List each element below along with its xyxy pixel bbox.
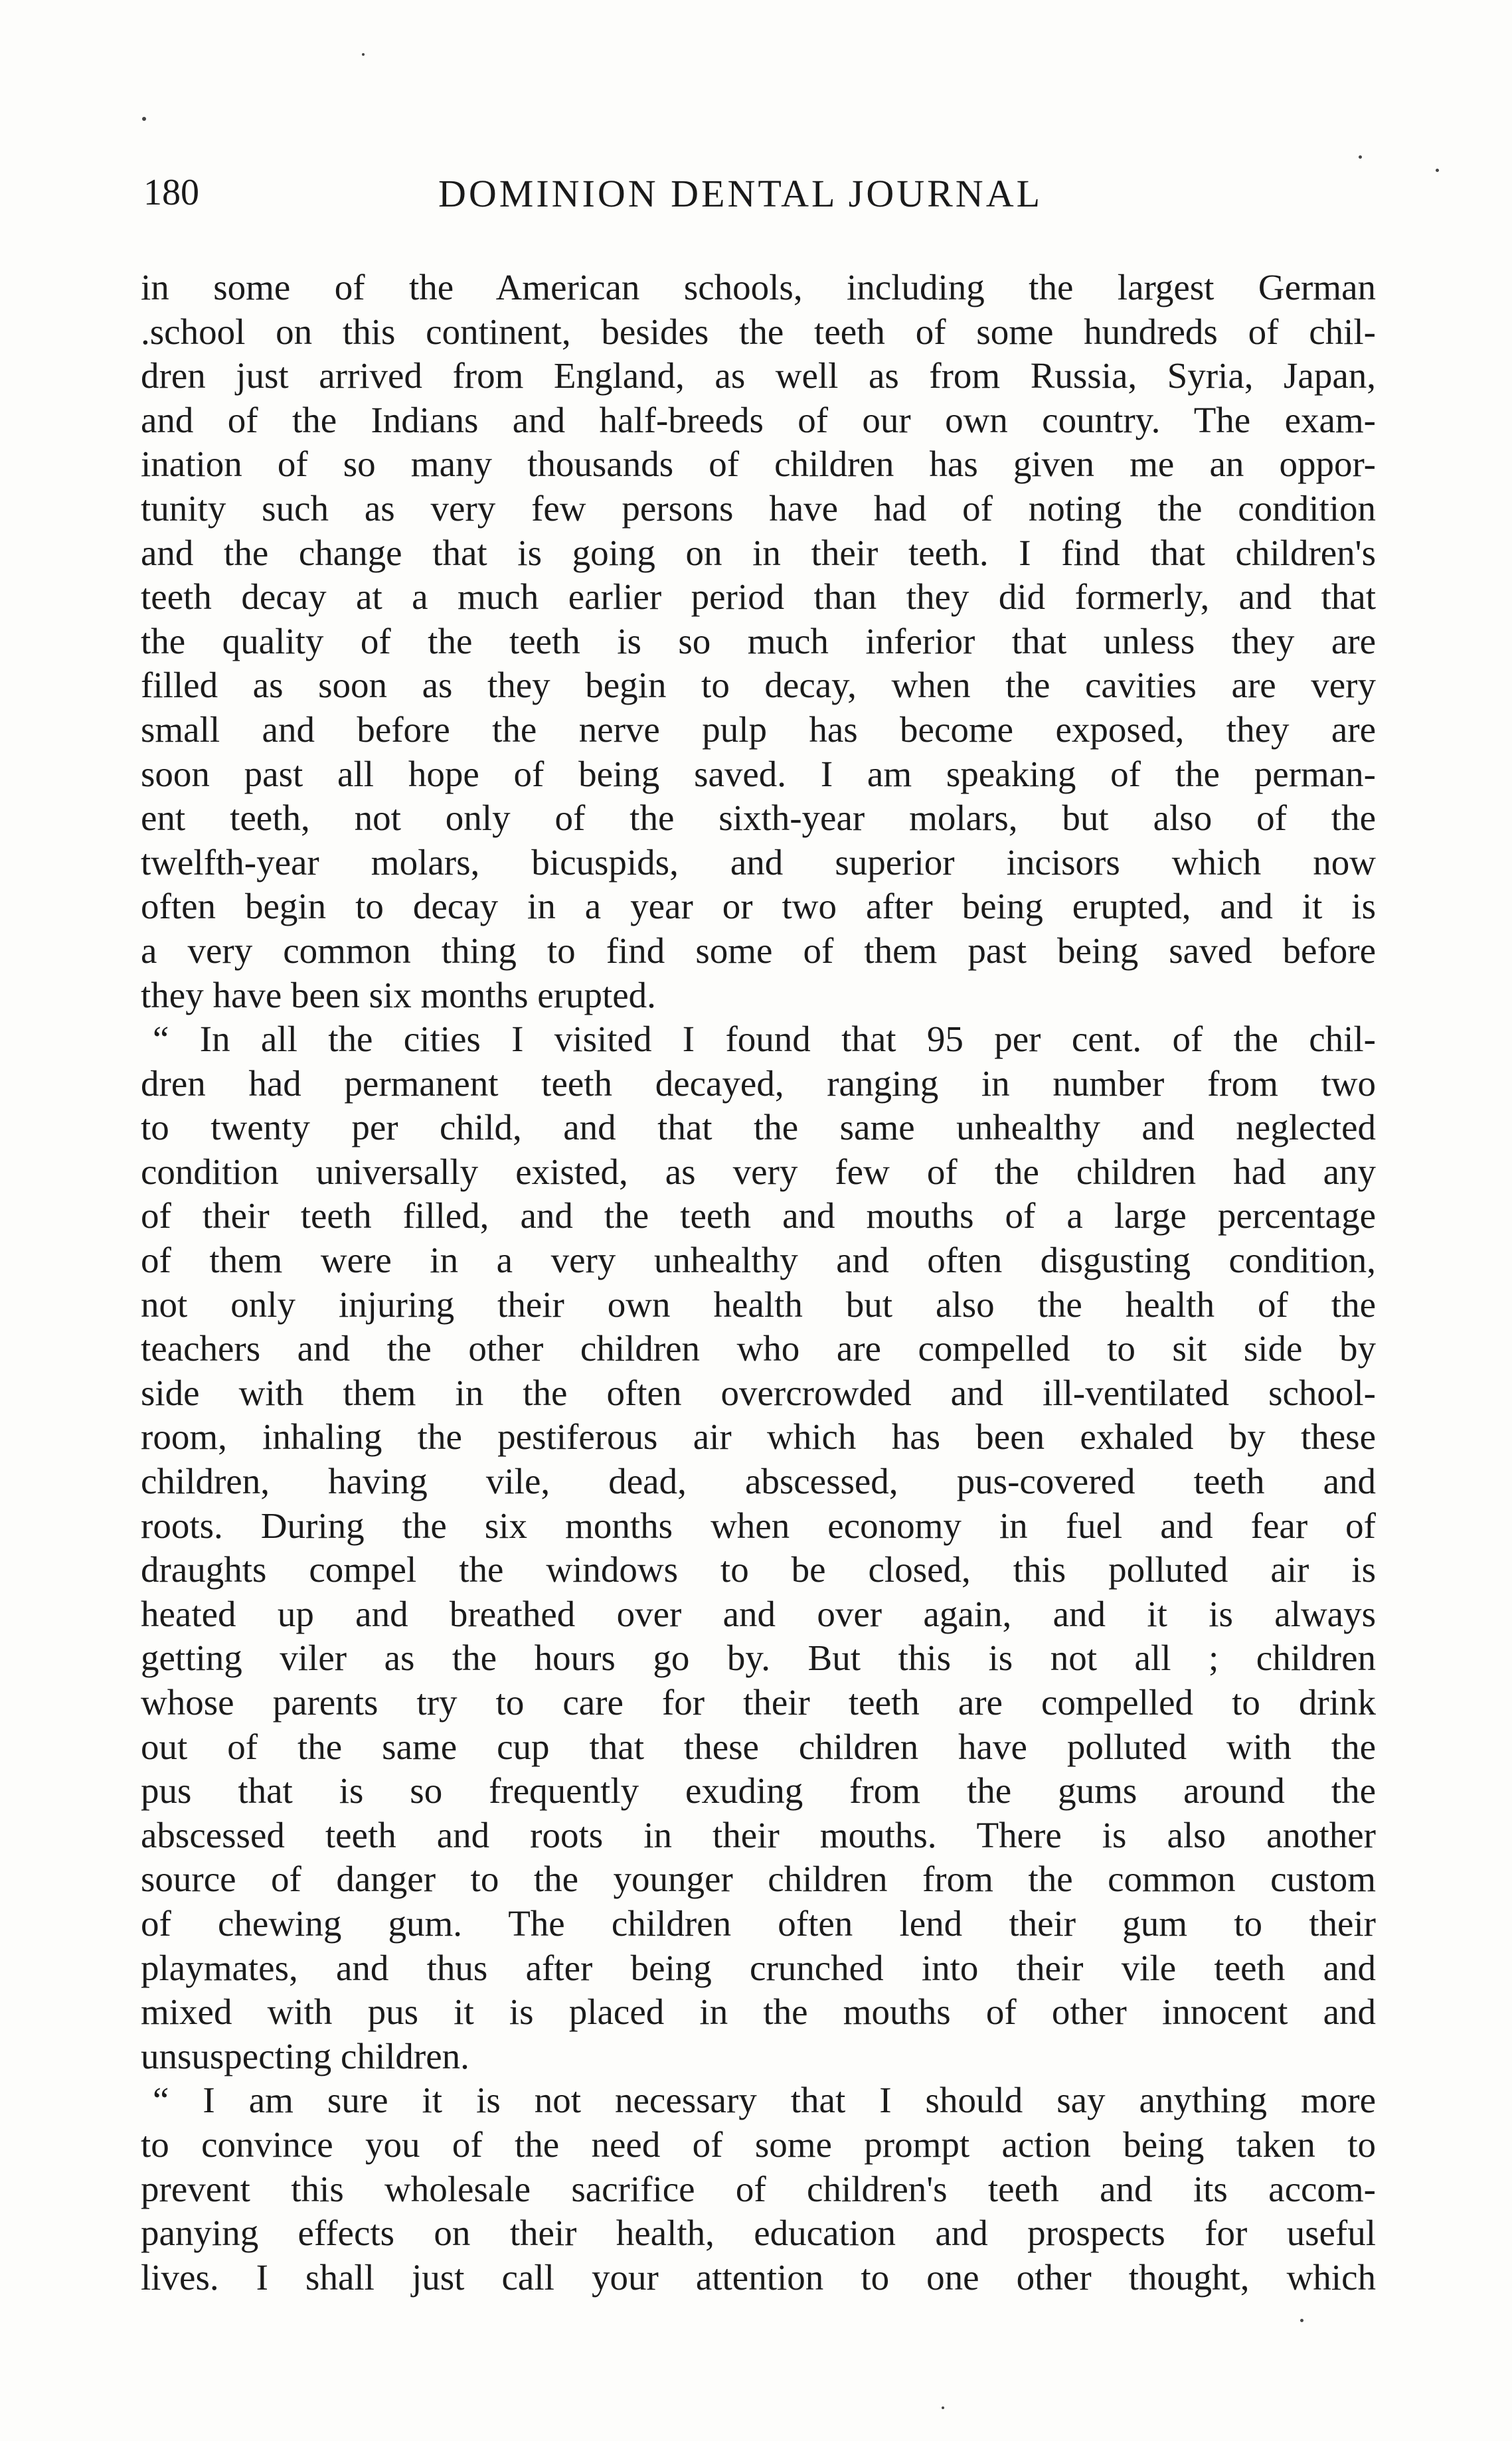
text-line: roots. During the six months when economy in fuel and fear of	[141, 1505, 1376, 1546]
text-line: source of danger to the younger children from the common custom	[141, 1859, 1376, 1900]
text-line: not only injuring their own health but also the health of the	[141, 1284, 1376, 1325]
text-line: mixed with pus it is placed in the mouths of other innocent and	[141, 1991, 1376, 2033]
text-line: of them were in a very unhealthy and often disgusting condition,	[141, 1240, 1376, 1281]
print-speck	[942, 2406, 944, 2409]
text-line: teeth decay at a much earlier period than they did formerly, and that	[141, 576, 1376, 618]
paragraph-container	[141, 266, 1376, 2300]
text-line: small and before the nerve pulp has become exposed, they are	[141, 709, 1376, 750]
text-line: draughts compel the windows to be closed, this polluted air is	[141, 1549, 1376, 1590]
text-line: side with them in the often overcrowded and ill-ventilated school-	[141, 1372, 1376, 1413]
journal-title: DOMINION DENTAL JOURNAL	[438, 172, 1043, 215]
text-line: soon past all hope of being saved. I am speaking of the perman-	[141, 753, 1376, 794]
print-speck	[1300, 2319, 1303, 2322]
text-line: dren just arrived from England, as well as from Russia, Syria, Japan,	[141, 355, 1376, 396]
text-line: ent teeth, not only of the sixth-year molars, but also of the	[141, 798, 1376, 839]
text-line: getting viler as the hours go by. But this is not all ; children	[141, 1638, 1376, 1679]
text-line: panying effects on their health, education and prospects for useful	[141, 2213, 1376, 2254]
text-line: the quality of the teeth is so much inferior that unless they are	[141, 620, 1376, 661]
text-line: and of the Indians and half-breeds of our own country. The exam-	[141, 399, 1376, 440]
text-line: to convince you of the need of some prompt action being taken to	[141, 2124, 1376, 2165]
running-head	[133, 171, 1381, 224]
text-line: abscessed teeth and roots in their mouths. There is also another	[141, 1814, 1376, 1855]
text-line: a very common thing to find some of them past being saved before	[141, 930, 1376, 971]
text-line: tunity such as very few persons have had of noting the condition	[141, 487, 1376, 529]
text-line: filled as soon as they begin to decay, when the cavities are very	[141, 665, 1376, 706]
paragraph	[141, 2078, 1376, 2300]
text-line: twelfth-year molars, bicuspids, and superior incisors which now	[141, 841, 1376, 883]
text-line: whose parents try to care for their teeth are compelled to drink	[141, 1682, 1376, 1723]
text-line: room, inhaling the pestiferous air which has been exhaled by these	[141, 1416, 1376, 1458]
article-body	[141, 266, 1376, 2300]
text-line: heated up and breathed over and over again, and it is always	[141, 1593, 1376, 1634]
text-line: of their teeth filled, and the teeth and mouths of a large percentage	[141, 1195, 1376, 1236]
paragraph	[141, 266, 1376, 1017]
text-line: “ I am sure it is not necessary that I should say anything more	[153, 2080, 1376, 2121]
paragraph	[141, 1017, 1376, 2078]
text-line: playmates, and thus after being crunched into their vile teeth and	[141, 1947, 1376, 1988]
text-line: .school on this continent, besides the teeth of some hundreds of chil-	[141, 311, 1376, 352]
text-line: teachers and the other children who are compelled to sit side by	[141, 1328, 1376, 1369]
text-line: they have been six months erupted.	[141, 974, 656, 1015]
print-speck	[1436, 169, 1439, 172]
text-line: prevent this wholesale sacrifice of children's teeth and its accom-	[141, 2168, 1376, 2209]
print-speck	[1359, 155, 1362, 159]
text-line: “ In all the cities I visited I found that 95 per cent. of the chil-	[153, 1019, 1376, 1060]
text-line: to twenty per child, and that the same unhealthy and neglected	[141, 1107, 1376, 1148]
text-line: of chewing gum. The children often lend their gum to their	[141, 1902, 1376, 1944]
print-speck	[362, 53, 365, 56]
page-number: 180	[143, 172, 199, 213]
text-line: children, having vile, dead, abscessed, pus-covered teeth and	[141, 1461, 1376, 1502]
text-line: in some of the American schools, including the largest German	[141, 267, 1376, 307]
text-line: lives. I shall just call your attention to one other thought, which	[141, 2256, 1376, 2298]
print-speck	[142, 117, 146, 121]
text-line: often begin to decay in a year or two after being erupted, and it is	[141, 886, 1376, 927]
text-line: ination of so many thousands of children has given me an oppor-	[141, 444, 1376, 485]
text-line: pus that is so frequently exuding from the gums around the	[141, 1770, 1376, 1811]
text-line: and the change that is going on in their teeth. I find that children's	[141, 532, 1376, 573]
text-line: condition universally existed, as very few of the children had any	[141, 1151, 1376, 1192]
text-line: unsuspecting children.	[141, 2035, 469, 2076]
text-line: dren had permanent teeth decayed, ranging in number from two	[141, 1062, 1376, 1104]
text-line: out of the same cup that these children have polluted with the	[141, 1726, 1376, 1767]
